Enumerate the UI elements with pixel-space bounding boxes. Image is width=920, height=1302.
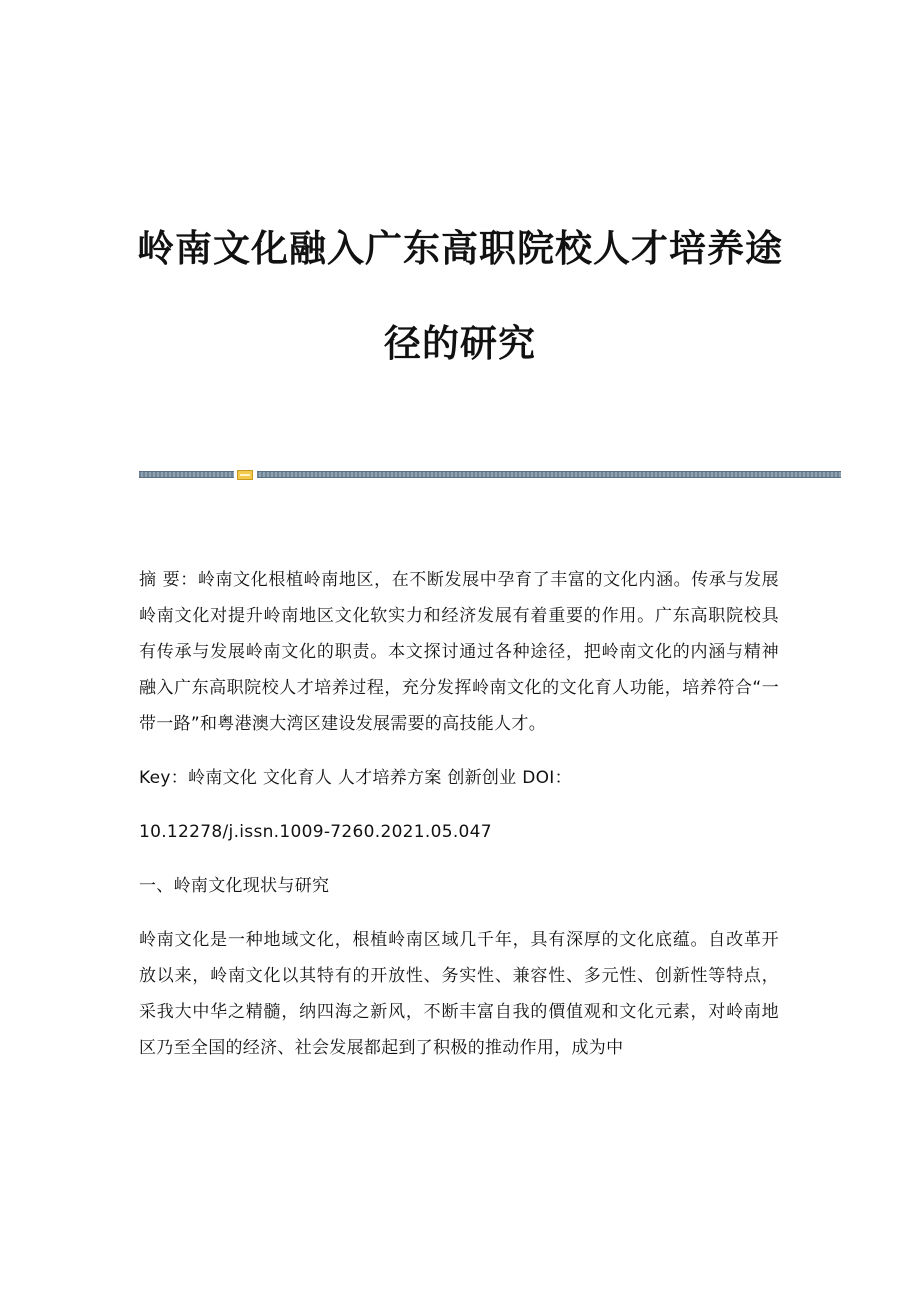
divider-bar-left	[139, 471, 234, 478]
body-paragraph: 岭南文化是一种地域文化，根植岭南区域几千年，具有深厚的文化底蕴。自改革开放以来，岭南文化以其特有的开放性、务实性、兼容性、多元性、创新性等特点，采我大中华之精髓，纳四海之新风，不断丰富自我的價值观和文化元素，对岭南地区乃至全国的经济、社会发展都起到了积极的推动作用，成为中	[139, 930, 779, 1058]
divider-emblem-icon	[237, 470, 253, 480]
title-divider	[139, 470, 841, 480]
doi-line: 10.12278/j.issn.1009-7260.2021.05.047	[139, 822, 492, 842]
abstract-paragraph: 摘 要：岭南文化根植岭南地区，在不断发展中孕育了丰富的文化内涵。传承与发展岭南文化对提升岭南地区文化软实力和经济发展有着重要的作用。广东高职院校具有传承与发展岭南文化的职责。本文探讨通过各种途径，把岭南文化的内涵与精神融入广东高职院校人才培养过程，充分发挥岭南文化的文化育人功能，培养符合“一带一路”和粤港澳大湾区建设发展需要的高技能人才。	[139, 570, 779, 734]
divider-bar-right	[257, 471, 841, 478]
document-body	[139, 562, 779, 1084]
keywords-line: Key：岭南文化 文化育人 人才培养方案 创新创业 DOI：	[139, 768, 572, 788]
document-title-line-2: 径的研究	[384, 322, 536, 365]
document-title-line-1: 岭南文化融入广东高职院校人才培养途	[137, 227, 783, 270]
section-heading: 一、岭南文化现状与研究	[139, 876, 330, 896]
